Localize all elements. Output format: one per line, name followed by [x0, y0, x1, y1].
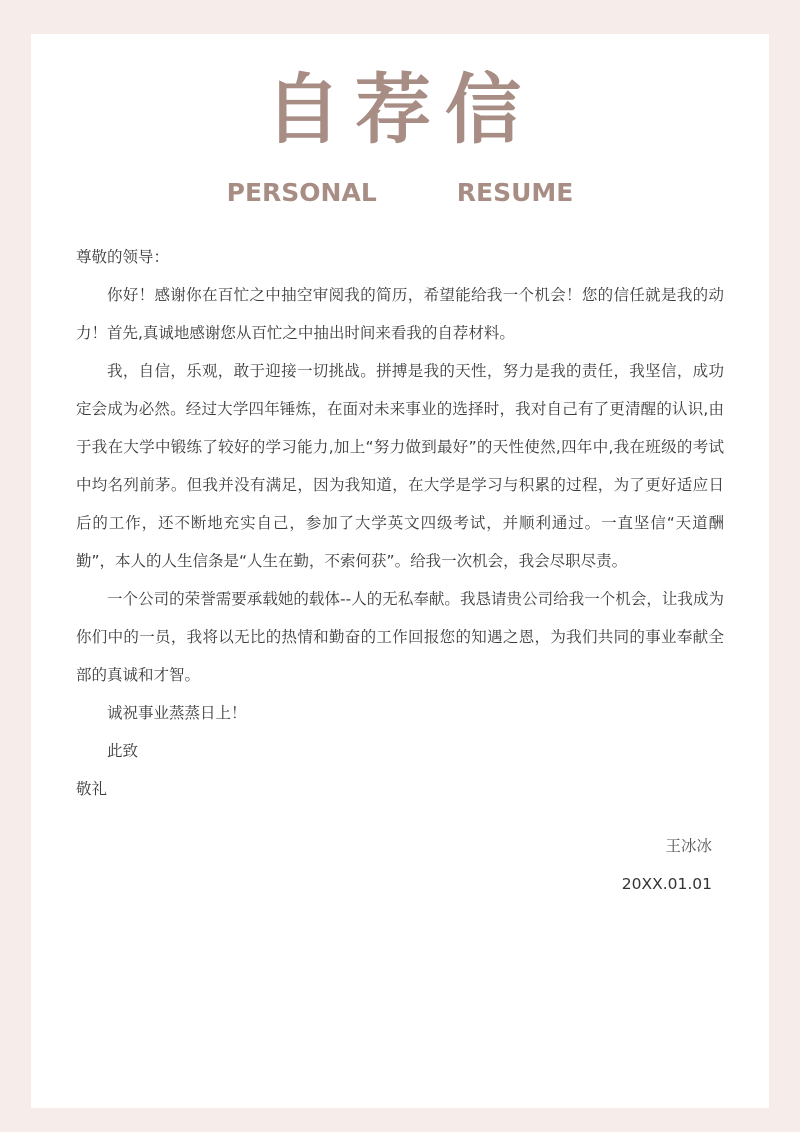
- page-title: 自荐信: [265, 65, 535, 154]
- paragraph-self-intro: 我，自信，乐观，敢于迎接一切挑战。拼搏是我的天性，努力是我的责任，我坚信，成功定会成为必然。经过大学四年锤炼，在面对未来事业的选择时，我对自己有了更清醒的认识,由于我在大学中锻练了较好的学习能力,加上“努力做到最好”的天性使然,四年中,我在班级的考试中均名列前茅。但我并没有满足，因为我知道，在大学是学习与积累的过程，为了更好适应日后的工作，还不断地充实自己，参加了大学英文四级考试，并顺利通过。一直坚信“天道酬勤”，本人的人生信条是“人生在勤，不索何获”。给我一次机会，我会尽职尽责。: [76, 362, 724, 570]
- subtitle-personal: PERSONAL: [226, 178, 377, 207]
- greeting: 尊敬的领导：: [76, 248, 170, 266]
- signature-name: 王冰冰: [665, 837, 712, 855]
- letter-body: [76, 238, 724, 808]
- paragraph-thanks: 你好！感谢你在百忙之中抽空审阅我的简历，希望能给我一个机会！您的信任就是我的动力！首先,真诚地感谢您从百忙之中抽出时间来看我的自荐材料。: [76, 286, 724, 342]
- subtitle: [0, 178, 800, 208]
- paragraph-salute: 此致: [107, 742, 139, 760]
- closing: 敬礼: [76, 780, 108, 798]
- paragraph-wish: 诚祝事业蒸蒸日上！: [107, 704, 247, 722]
- paragraph-request: 一个公司的荣誉需要承载她的载体--人的无私奉献。我恳请贵公司给我一个机会，让我成为你们中的一员，我将以无比的热情和勤奋的工作回报您的知遇之恩，为我们共同的事业奉献全部的真诚和才智。: [76, 590, 724, 684]
- subtitle-resume: RESUME: [456, 178, 574, 207]
- signature-date: 20XX.01.01: [621, 875, 712, 893]
